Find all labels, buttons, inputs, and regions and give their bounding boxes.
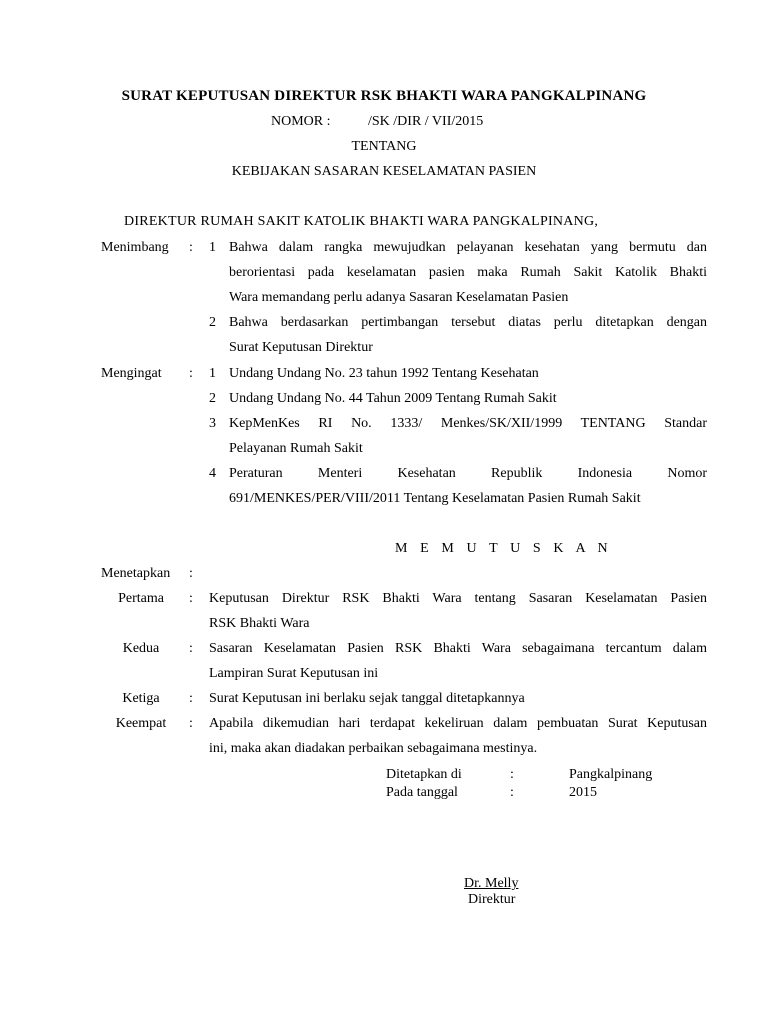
pertama-line-1: Keputusan Direktur RSK Bhakti Wara tentang Sasaran Keselamatan Pasien <box>209 591 707 606</box>
menetapkan-colon: : <box>189 566 193 581</box>
menimbang-item-1-line-1: Bahwa dalam rangka mewujudkan pelayanan kesehatan yang bermutu dan <box>229 240 707 255</box>
place-label: Ditetapkan di <box>386 767 462 782</box>
mengingat-item-4-number: 4 <box>209 466 216 481</box>
menimbang-item-1-line-3: Wara memandang perlu adanya Sasaran Keselamatan Pasien <box>229 290 569 305</box>
signatory-position: Direktur <box>468 892 516 907</box>
kedua-line-2: Lampiran Surat Keputusan ini <box>209 666 379 681</box>
ketiga-label: Ketiga <box>122 691 160 706</box>
menimbang-item-1-number: 1 <box>209 240 216 255</box>
mengingat-item-2-number: 2 <box>209 391 216 406</box>
kedua-line-1: Sasaran Keselamatan Pasien RSK Bhakti Wara sebagaimana tercantum dalam <box>209 641 707 656</box>
menimbang-item-1-line-2: berorientasi pada keselamatan pasien maka Rumah Sakit Katolik Bhakti <box>229 265 707 280</box>
mengingat-colon: : <box>189 366 193 381</box>
nomor-value: /SK /DIR / VII/2015 <box>368 114 484 129</box>
mengingat-item-1-number: 1 <box>209 366 216 381</box>
mengingat-item-3-line-2: Pelayanan Rumah Sakit <box>229 441 363 456</box>
issuer-line: DIREKTUR RUMAH SAKIT KATOLIK BHAKTI WARA PANGKALPINANG, <box>124 214 599 229</box>
ketiga-colon: : <box>189 691 193 706</box>
mengingat-item-4-line-1: Peraturan Menteri Kesehatan Republik Indonesia Nomor <box>229 466 707 481</box>
menimbang-item-2-line-1: Bahwa berdasarkan pertimbangan tersebut diatas perlu ditetapkan dengan <box>229 315 707 330</box>
memutuskan-heading: M E M U T U S K A N <box>395 541 613 556</box>
mengingat-item-3-number: 3 <box>209 416 216 431</box>
menimbang-item-2-line-2: Surat Keputusan Direktur <box>229 340 373 355</box>
keempat-line-2: ini, maka akan diadakan perbaikan sebagaimana mestinya. <box>209 741 538 756</box>
subject-heading: KEBIJAKAN SASARAN KESELAMATAN PASIEN <box>231 164 537 179</box>
pertama-colon: : <box>189 591 193 606</box>
mengingat-label: Mengingat <box>101 366 162 381</box>
mengingat-item-4-line-2: 691/MENKES/PER/VIII/2011 Tentang Keselamatan Pasien Rumah Sakit <box>229 491 641 506</box>
date-value: 2015 <box>569 785 597 800</box>
kedua-colon: : <box>189 641 193 656</box>
tentang-heading: TENTANG <box>351 139 417 154</box>
place-colon: : <box>510 767 514 782</box>
ketiga-line-1: Surat Keputusan ini berlaku sejak tanggal ditetapkannya <box>209 691 525 706</box>
nomor-label: NOMOR : <box>271 114 331 129</box>
place-value: Pangkalpinang <box>569 767 653 782</box>
pertama-line-2: RSK Bhakti Wara <box>209 616 310 631</box>
menimbang-label: Menimbang <box>101 240 169 255</box>
document-title: SURAT KEPUTUSAN DIREKTUR RSK BHAKTI WARA PANGKALPINANG <box>121 88 647 104</box>
pertama-label: Pertama <box>118 591 164 606</box>
date-label: Pada tanggal <box>386 785 458 800</box>
keempat-colon: : <box>189 716 193 731</box>
date-colon: : <box>510 785 514 800</box>
mengingat-item-3-line-1: KepMenKes RI No. 1333/ Menkes/SK/XII/1999 TENTANG Standar <box>229 416 707 431</box>
signatory-name: Dr. Melly <box>464 876 519 891</box>
menimbang-colon: : <box>189 240 193 255</box>
menimbang-item-2-number: 2 <box>209 315 216 330</box>
keempat-label: Keempat <box>115 716 167 731</box>
keempat-line-1: Apabila dikemudian hari terdapat kekeliruan dalam pembuatan Surat Keputusan <box>209 716 707 731</box>
mengingat-item-2-line-1: Undang Undang No. 44 Tahun 2009 Tentang Rumah Sakit <box>229 391 557 406</box>
mengingat-item-1-line-1: Undang Undang No. 23 tahun 1992 Tentang Kesehatan <box>229 366 539 381</box>
kedua-label: Kedua <box>122 641 160 656</box>
menetapkan-label: Menetapkan <box>101 566 171 581</box>
